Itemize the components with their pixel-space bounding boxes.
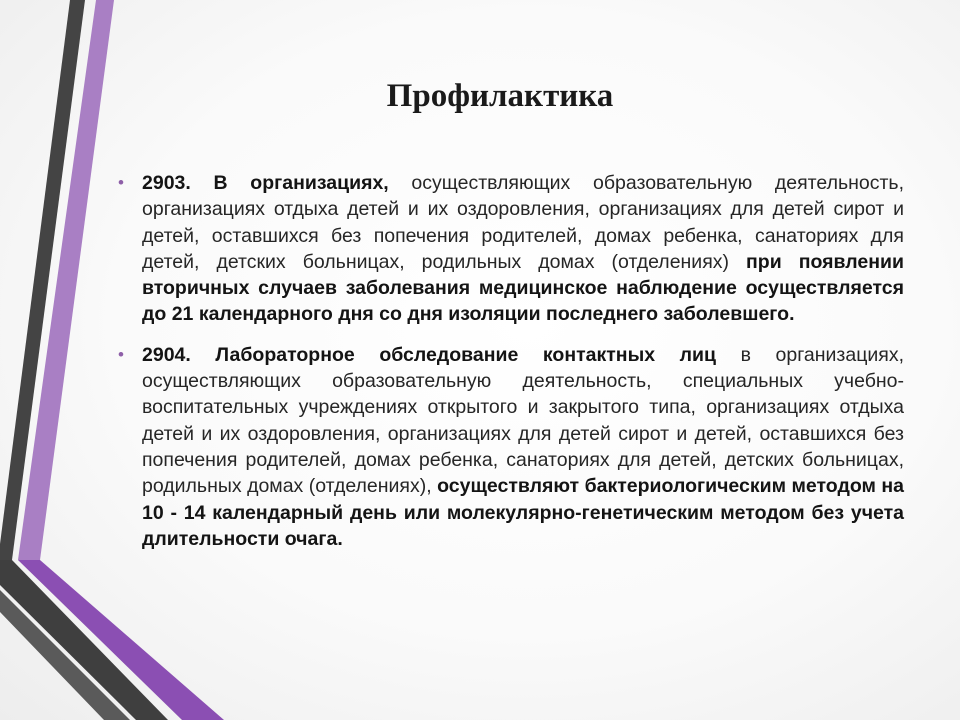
bullet-bold-tail: при появлении вторичных случаев заболевания медицинское наблюдение осуществляется до 21 календарного дня со дня изоляции последнего заболевшего. xyxy=(142,250,904,326)
bullet-icon: • xyxy=(118,344,124,364)
gray-stripe-bottom xyxy=(0,590,130,720)
bullet-bold-lead: 2903. В организациях, xyxy=(142,172,389,194)
bullet-text: осуществляющих образовательную деятельность, организациях отдыха детей и их оздоровления, организациях для детей сирот и детей, оставшихся без попечения родителей, домах ребенка, санаториях для детей, детских больницах, родильных домах (отделениях) xyxy=(142,172,904,273)
bullet-text: в организациях, осуществляющих образовательную деятельность, специальных учебно-воспитательных учреждениях открытого и закрытого типа, организациях отдыха детей и их оздоровления, организациях для детей сирот и детей, оставшихся без попечения родителей, домах ребенка, санаториях для детей, детских больницах, родильных домах (отделениях), xyxy=(142,343,905,498)
bullet-list xyxy=(118,170,904,552)
bullet-item-2903 xyxy=(118,170,904,328)
slide-title: Профилактика xyxy=(386,78,614,114)
bullet-icon: • xyxy=(118,173,124,192)
bullet-bold-tail: осуществляют бактериологическим методом на 10 - 14 календарный день или молекулярно-генетическим методом без учета длительности очага. xyxy=(142,475,904,550)
bullet-bold-lead: 2904. Лабораторное обследование контактных лиц xyxy=(142,343,717,366)
bullet-item-2904 xyxy=(118,342,904,552)
